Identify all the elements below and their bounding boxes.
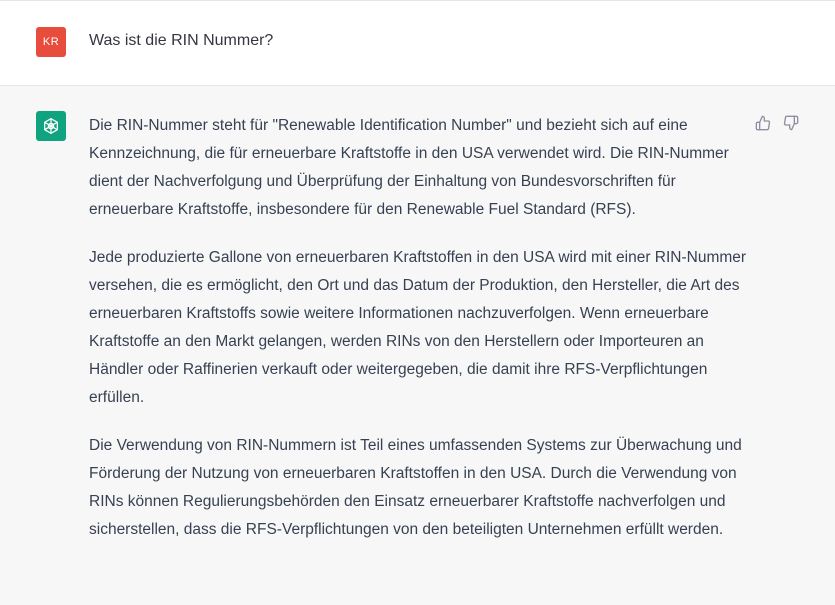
thumbs-down-icon[interactable] (782, 114, 800, 132)
assistant-message-text (89, 112, 749, 564)
answer-paragraph: Jede produzierte Gallone von erneuerbaren Kraftstoffen in den USA wird mit einer RIN-Nummer versehen, die es ermöglicht, den Ort und das Datum der Produktion, den Hersteller, die Art des erneuerbaren Kraftstoffs sowie weitere Informationen nachzuverfolgen. Wenn erneuerbare Kraftstoffe an den Markt gelangen, werden RINs von den Herstellern oder Importeuren an Händler oder Raffinerien verkauft oder weitergegeben, die damit ihre RFS-Verpflichtungen erfüllen. (89, 249, 747, 406)
answer-paragraph: Die RIN-Nummer steht für "Renewable Identification Number" und bezieht sich auf eine Kennzeichnung, die für erneuerbare Kraftstoffe in den USA verwendet wird. Die RIN-Nummer dient der Nachverfolgung und Überprüfung der Einhaltung von Bundesvorschriften für erneuerbare Kraftstoffe, insbesondere für den Renewable Fuel Standard (RFS). (89, 117, 729, 218)
answer-paragraph: Die Verwendung von RIN-Nummern ist Teil eines umfassenden Systems zur Überwachung und Förderung der Nutzung von erneuerbaren Kraftstoffen in den USA. Durch die Verwendung von RINs können Regulierungsbehörden den Einsatz erneuerbarer Kraftstoffe nachverfolgen und sicherstellen, dass die RFS-Verpflichtungen von den beteiligten Unternehmen erfüllt werden. (89, 437, 742, 538)
user-message-row (0, 1, 835, 86)
user-message-text: Was ist die RIN Nummer? (89, 32, 274, 49)
user-avatar: KR (36, 27, 66, 57)
assistant-message-row (0, 86, 835, 605)
thumbs-up-icon[interactable] (754, 114, 772, 132)
openai-logo-icon (36, 111, 66, 141)
